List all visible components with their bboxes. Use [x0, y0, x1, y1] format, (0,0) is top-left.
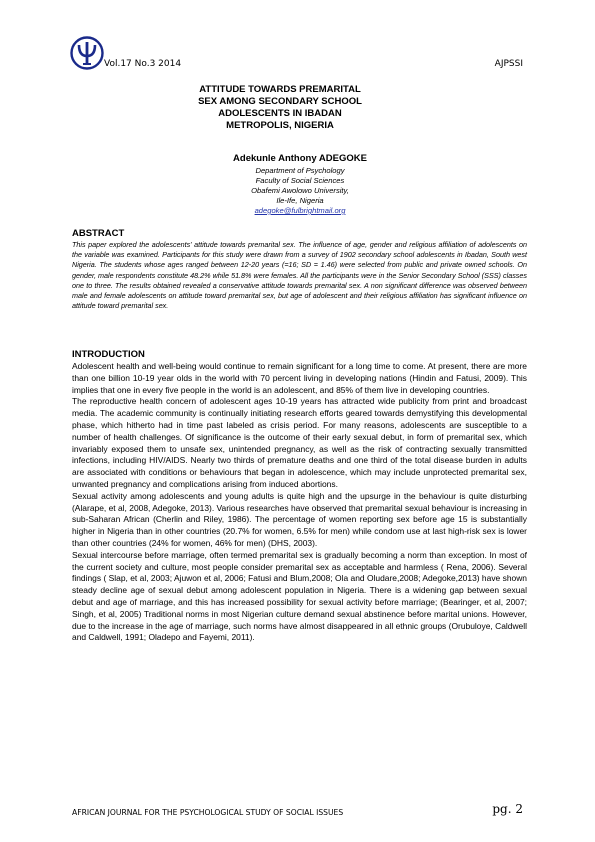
- affiliation-line: Ile-Ife, Nigeria: [276, 196, 324, 205]
- author-email-link[interactable]: adegoke@fulbrightmail.org: [254, 206, 346, 215]
- body-paragraph: Sexual activity among adolescents and young adults is quite high and the upsurge in the behaviour is quite disturbing (Alarape, et al, 2008, Adegoke, 2013). Various researches have observed that premarital sexual behaviour is increasing in sub-Saharan African (Cherlin and Riley, 1986). The percentage of women reporting sex before age 15 is substantially higher in Nigeria than in other countries (20.7% for women, 6.5% for men) while condom use at last high-risk sex is lower than other countries (24% for women, 46% for men) (DHS, 2003).: [72, 490, 527, 548]
- article-title: [150, 84, 410, 132]
- introduction-body: [72, 361, 527, 644]
- footer-journal-name: AFRICAN JOURNAL FOR THE PSYCHOLOGICAL STUDY OF SOCIAL ISSUES: [72, 808, 344, 817]
- journal-volume: Vol.17 No.3 2014: [104, 59, 182, 69]
- affiliation-line: Faculty of Social Sciences: [255, 176, 345, 185]
- title-line: ADOLESCENTS IN IBADAN: [218, 108, 342, 119]
- affiliation-line: Obafemi Awolowo University,: [251, 186, 349, 195]
- author-affiliation: [200, 166, 400, 216]
- body-paragraph: Sexual intercourse before marriage, often termed premarital sex is gradually becoming a norm than exception. In most of the current society and culture, most people consider premarital sex as acceptable and harmless ( Rena, 2006). Several findings ( Slap, et al, 2003; Ajuwon et al, 2006; Fatusi and Blum,2008; Ola and Oludare,2008; Adegoke,2013) have shown steady decline age of sexual debut among adolescent population in Nigeria. There is a widening gap between sexual debut and age of marriage, and this has increased possibility for sexual activity before marriage; (Bearinger, et al, 2007; Singh, et al, 2005) Traditional norms in most Nigerian culture demand sexual abstinence before marital unions. However, due to the increase in the age of marriage, such norms have almost disappeared in all ethnic groups (Orubuloye, Caldwell and Caldwell, 1991; Oladepo and Fayemi, 2011).: [72, 549, 527, 643]
- page-number: pg. 2: [492, 802, 523, 816]
- psi-logo-icon: [70, 36, 104, 70]
- introduction-heading: INTRODUCTION: [72, 349, 145, 360]
- title-line: ATTITUDE TOWARDS PREMARITAL: [199, 84, 361, 95]
- author-name: Adekunle Anthony ADEGOKE: [233, 153, 367, 164]
- body-paragraph: Adolescent health and well-being would continue to remain significant for a long time to come. At present, there are more than one billion 10-19 year olds in the world with 70 percent living in developing nations (Hindin and Fatusi, 2009). This implies that one in every five people in the world is an adolescent, and 85% of them live in developing countries.: [72, 361, 527, 395]
- body-paragraph: The reproductive health concern of adolescent ages 10-19 years has attracted wide publicity from print and broadcast media. The academic community is continually initiating research efforts geared towards demystifying this developmental phase, which hitherto had in time past labeled as crisis period. For many reasons, adolescents are susceptible to a number of health challenges. Of significance is the outcome of their early sexual debut, in form of premarital sex, which invariably exposed them to unsafe sex, unintended pregnancy, as well as the risk of contracting sexually transmitted infections, including HIV/AIDS. Nearly two thirds of premature deaths and one third of the total disease burden in adults are associated with conditions or behaviours that began in adolescence, which may include unprotected premarital sex, unwanted pregnancy and complications arising from induced abortions.: [72, 396, 527, 489]
- abstract-text: This paper explored the adolescents' attitude towards premarital sex. The influence of age, gender and religious affiliation of adolescents on the variable was examined. Participants for this study were drawn from a survey of 1902 secondary school adolescents in Ibadan, South west Nigeria. The students whose ages ranged between 12-20 years (=16; SD = 1.46) were selected from public and private owned schools. On gender, male respondents constitute 48.2% while 51.8% were females. All the participants were in the Senior Secondary School (SSS) classes one to three. The results obtained revealed a conservative attitude towards premarital sex. A non significant difference was observed between male and female adolescents on attitude toward premarital sex, but age of adolescent and their religious affiliation has significant influence on attitude toward premarital sex.: [72, 240, 527, 311]
- abstract-heading: ABSTRACT: [72, 228, 125, 239]
- title-line: METROPOLIS, NIGERIA: [226, 120, 334, 131]
- affiliation-line: Department of Psychology: [255, 166, 345, 175]
- journal-abbreviation: AJPSSI: [494, 59, 523, 69]
- title-line: SEX AMONG SECONDARY SCHOOL: [198, 96, 362, 107]
